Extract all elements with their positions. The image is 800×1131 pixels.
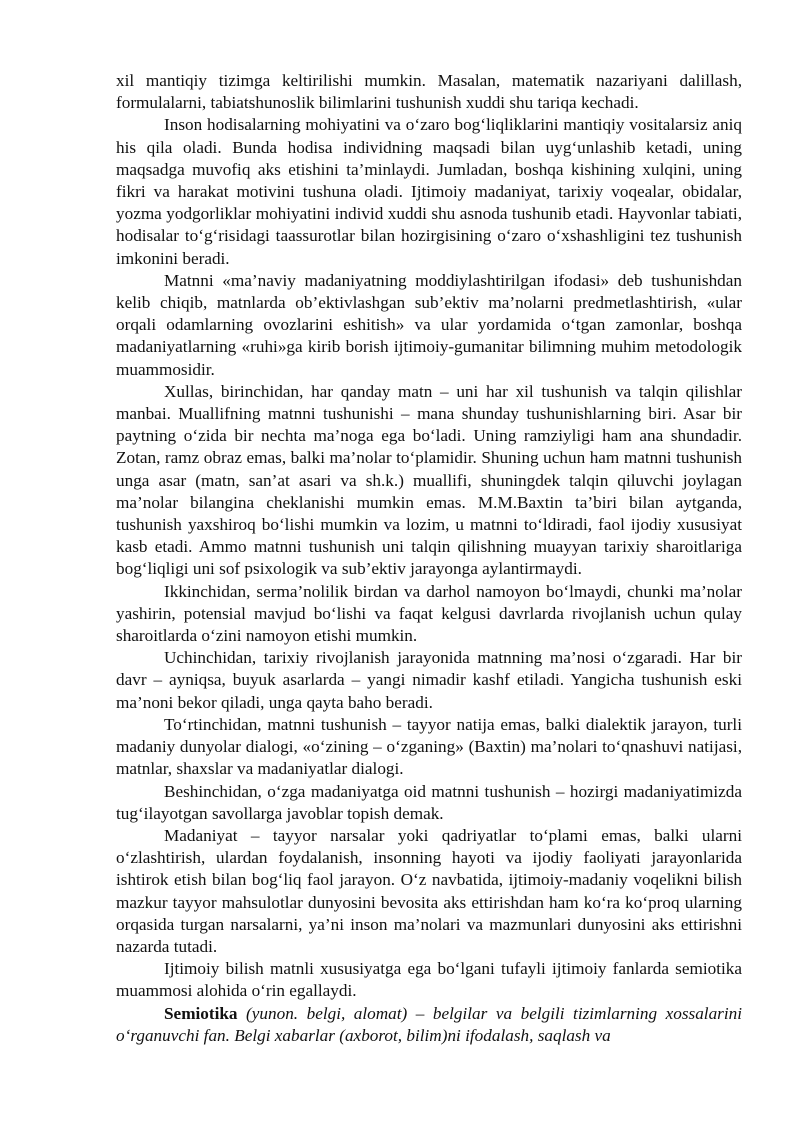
paragraph: Ijtimoiy bilish matnli xususiyatga ega bo‘lgani tufayli ijtimoiy fanlarda semiotika muammosi alohida o‘rin egallaydi. <box>116 959 742 1001</box>
term-definition: (yunon. belgi, alomat) – belgilar va belgili tizimlarning xossalarini o‘rganuvchi fan. Belgi xabarlar (axborot, bilim)ni ifodalash, saqlash va <box>116 1003 742 1045</box>
term-semiotika: Semiotika <box>164 1003 238 1023</box>
paragraph: Xullas, birinchidan, har qanday matn – uni har xil tushunish va talqin qilishlar manbai. Muallifning matnni tushunishi – mana shunday tushunishlarning biri. Asar bir paytning o‘zida bir nechta ma’noga ega bo‘ladi. Uning ramziyligi ham ana shundadir. Zotan, ramz obraz emas, balki ma’nolar to‘plamidir. Shuning uchun ham matnni tushunish unga asar (matn, san’at asari va sh.k.) muallifi, shuningdek talqin qiluvchi joylagan ma’nolar bilangina cheklanishi mumkin emas. M.M.Baxtin ta’biri bilan aytganda, tushunish yaxshiroq bo‘lishi mumkin va lozim, u matnni to‘ldiradi, faol ijodiy xususiyat kasb etadi. Ammo matnni tushunish uni talqin qilishning muayyan tarixiy sharoitlariga bog‘liqligi uni sof psixologik va sub’ektiv jarayonga aylantirmaydi. <box>116 381 742 579</box>
paragraph-semiotika <box>116 1003 742 1047</box>
paragraph: Madaniyat – tayyor narsalar yoki qadriyatlar to‘plami emas, balki ularni o‘zlashtirish, ulardan foydalanish, insonning hayoti va ijodiy faoliyati jarayonlarida ishtirok etish bilan bog‘liq faol jarayon. O‘z navbatida, ijtimoiy-madaniy voqelikni bilish mazkur tayyor mahsulotlar dunyosini bevosita aks ettirishdan ham ko‘ra ko‘proq ularning orqasida turgan narsalarni, ya’ni inson ma’nolari va mazmunlari dunyosini aks ettirishni nazarda tutadi. <box>116 825 742 956</box>
paragraph: Matnni «ma’naviy madaniyatning moddiylashtirilgan ifodasi» deb tushunishdan kelib chiqib, matnlarda ob’ektivlashgan sub’ektiv ma’nolarni predmetlashtirish, «ular orqali odamlarning ovozlarini eshitish» va ular yordamida o‘tgan zamonlar, boshqa madaniyatlarning «ruhi»ga kirib borish ijtimoiy-gumanitar bilimning muhim metodologik muammosidir. <box>116 270 742 379</box>
paragraph: Inson hodisalarning mohiyatini va o‘zaro bog‘liqliklarini mantiqiy vositalarsiz aniq his qila oladi. Bunda hodisa individning maqsadi bilan uyg‘unlashib ketadi, uning maqsadga muvofiq aks etishini ta’minlaydi. Jumladan, boshqa kishining xulqini, uning fikri va harakat motivini tushuna oladi. Ijtimoiy madaniyat, tarixiy voqealar, obidalar, yozma yodgorliklar mohiyatini individ xuddi shu asnoda tushunib etadi. Hayvonlar tabiati, hodisalar to‘g‘risidagi taassurotlar bilan hozirgisining o‘zaro o‘xshashligini tez tushunish imkonini beradi. <box>116 115 742 268</box>
paragraph: Ikkinchidan, serma’nolilik birdan va darhol namoyon bo‘lmaydi, chunki ma’nolar yashirin, potensial mavjud bo‘lishi va faqat kelgusi davrlarda rivojlanish uchun qulay sharoitlarda o‘zini namoyon etishi mumkin. <box>116 581 742 646</box>
paragraph: Uchinchidan, tarixiy rivojlanish jarayonida matnning ma’nosi o‘zgaradi. Har bir davr – ayniqsa, buyuk asarlarda – yangi nimadir kashf etiladi. Yangicha tushunish eski ma’noni bekor qiladi, unga qayta baho beradi. <box>116 648 742 712</box>
paragraph: Beshinchidan, o‘zga madaniyatga oid matnni tushunish – hozirgi madaniyatimizda tug‘ilayotgan savollarga javoblar topish demak. <box>116 781 742 823</box>
paragraph: To‘rtinchidan, matnni tushunish – tayyor natija emas, balki dialektik jarayon, turli madaniy dunyolar dialogi, «o‘zining – o‘zganing» (Baxtin) ma’nolari to‘qnashuvi natijasi, matnlar, shaxslar va madaniyatlar dialogi. <box>116 714 742 779</box>
paragraph: xil mantiqiy tizimga keltirilishi mumkin. Masalan, matematik nazariyani dalillash, formulalarni, tabiatshunoslik bilimlarini tushunish xuddi shu tariqa kechadi. <box>116 71 742 113</box>
